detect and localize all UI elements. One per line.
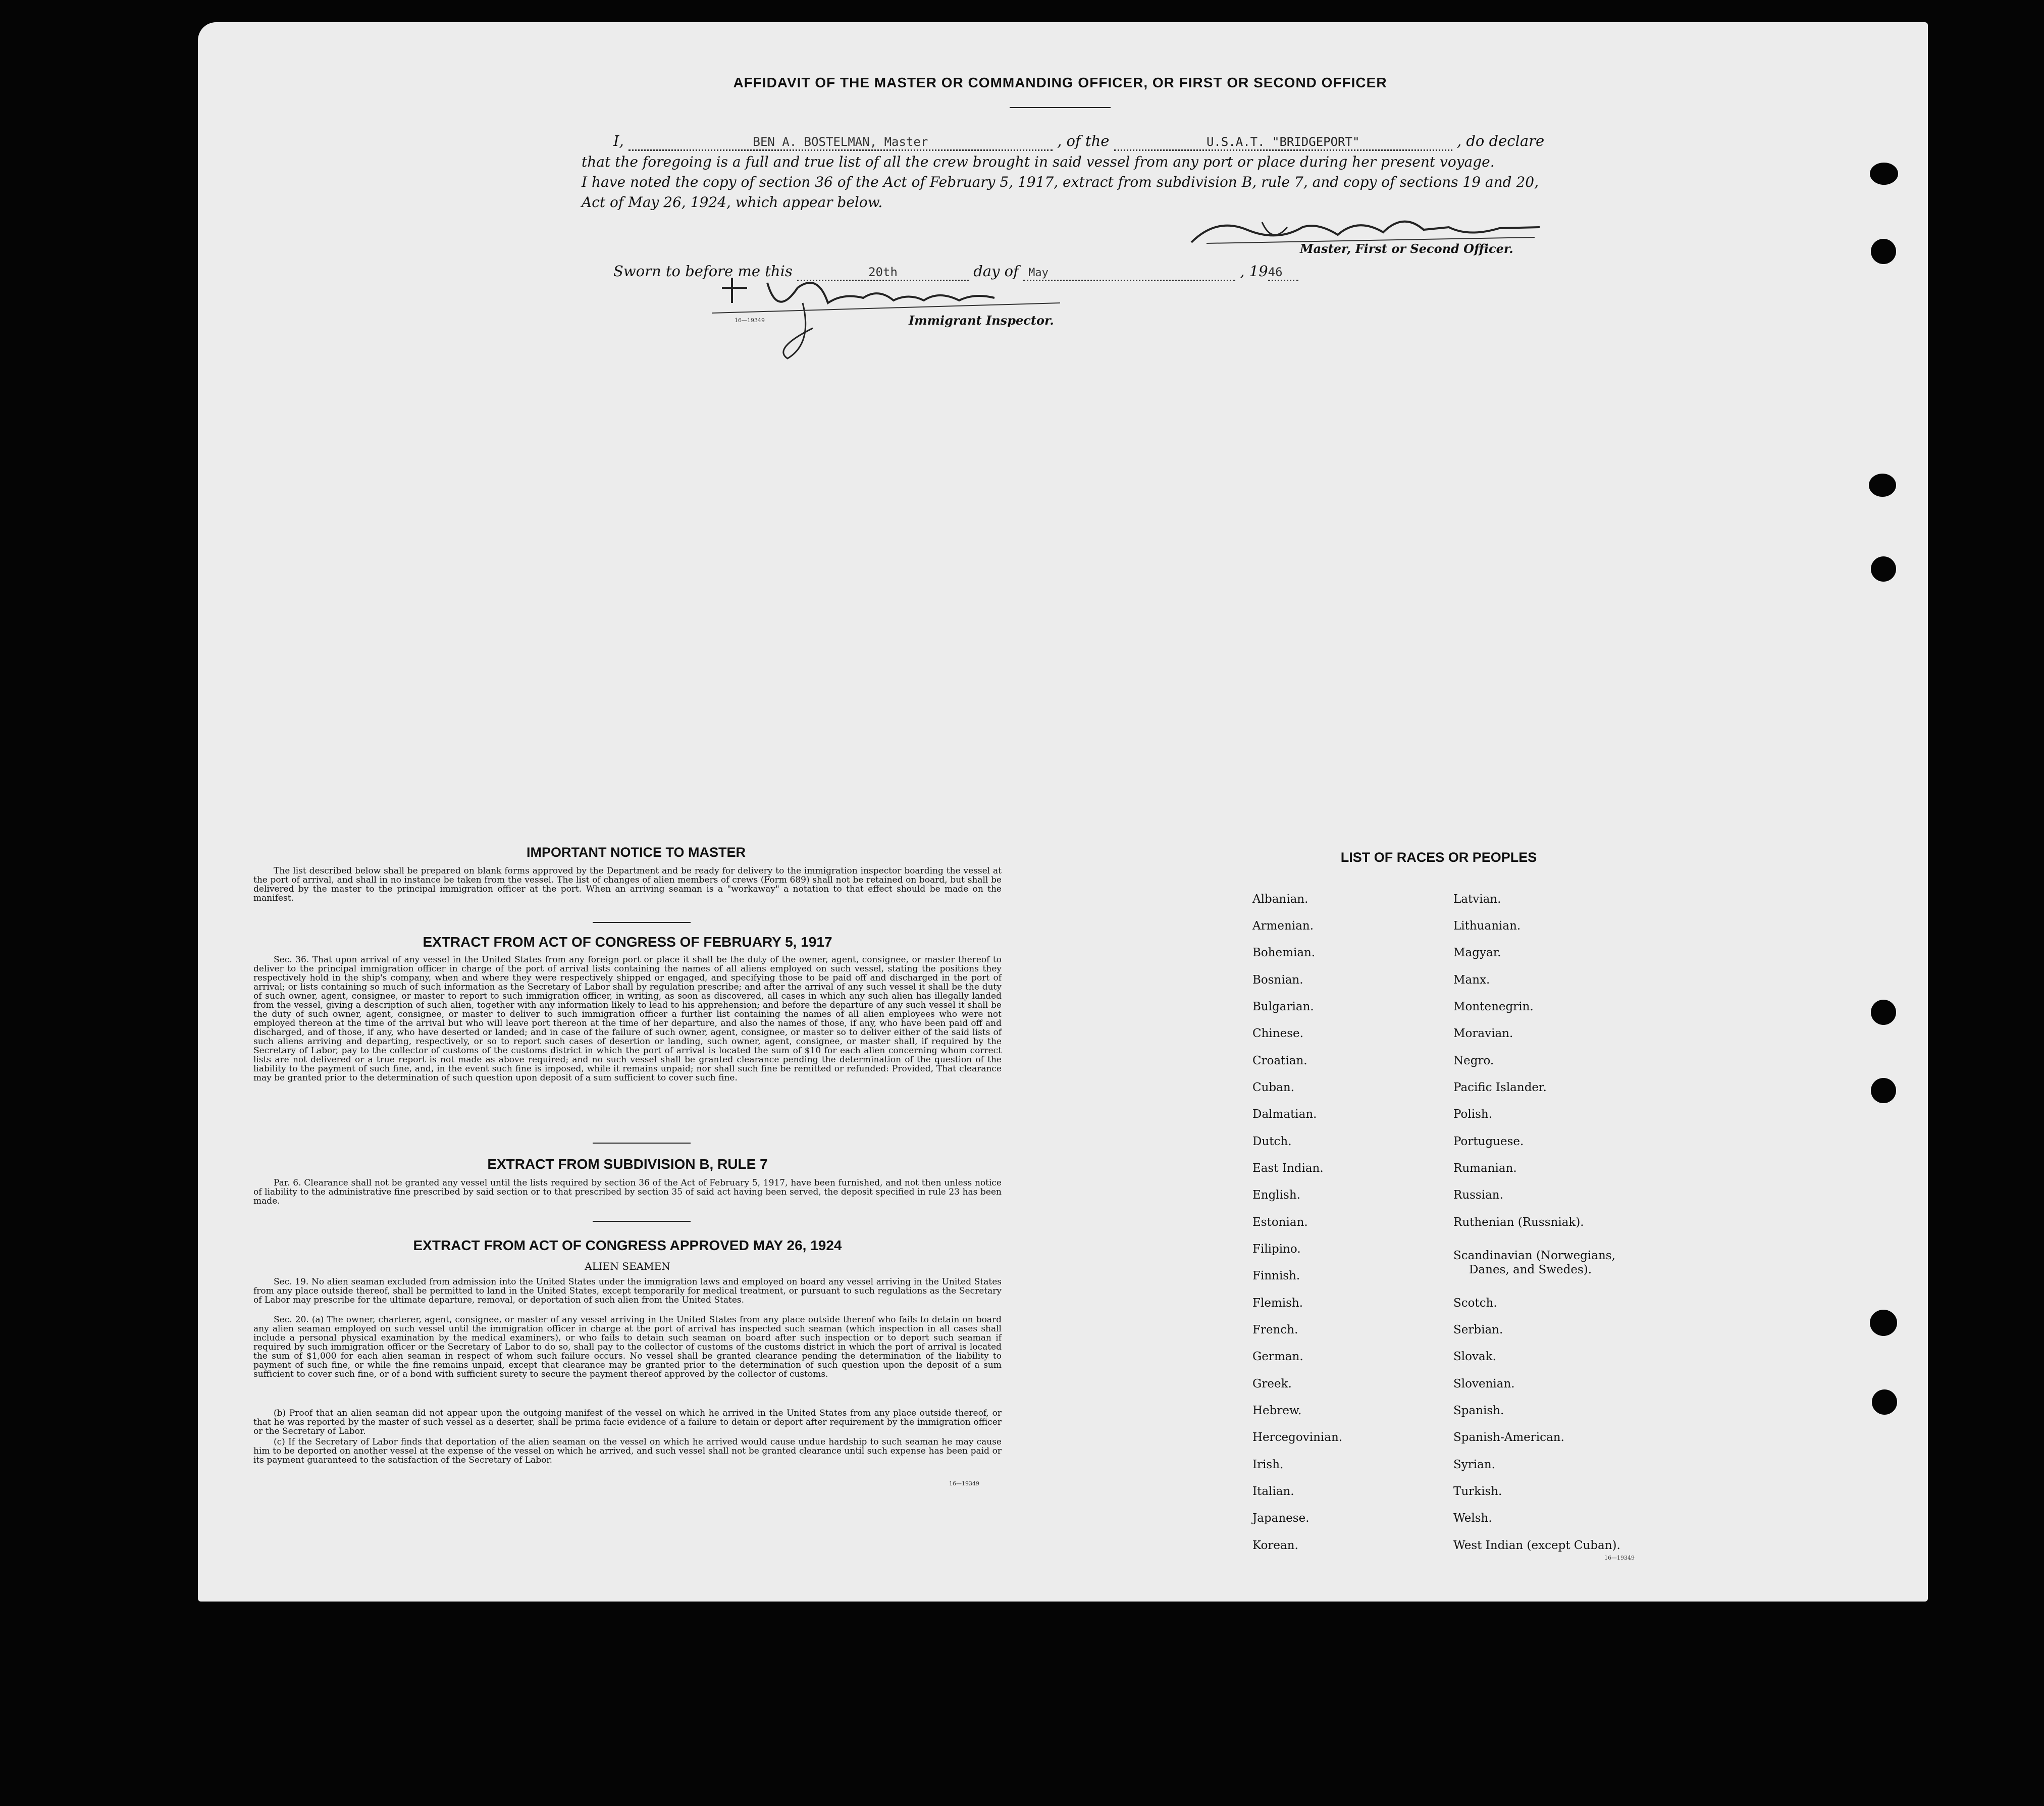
- punch-hole: [1869, 474, 1896, 497]
- race-item: Spanish-American.: [1453, 1431, 1564, 1444]
- race-item: Japanese.: [1252, 1512, 1309, 1525]
- race-item: Portuguese.: [1453, 1135, 1524, 1148]
- race-item: English.: [1252, 1189, 1300, 1202]
- notice-title: IMPORTANT NOTICE TO MASTER: [527, 845, 746, 860]
- inspector-form-number: 16—19349: [735, 317, 765, 324]
- race-item: Bosnian.: [1252, 973, 1303, 987]
- master-name-field: [628, 132, 1053, 151]
- extract-1924-sec20c: (c) If the Secretary of Labor finds that deportation of the alien seaman on the vessel on which he arrived would cause undue hardship to such seaman he may cause him to be deported on another vessel at the expense of the vessel on which he arrived, and such vessel shall not be granted clearance until such expense has been paid or its payment guaranteed to the satisfaction of the Secretary of Labor.: [253, 1437, 1002, 1465]
- race-item: Negro.: [1453, 1054, 1494, 1067]
- race-item: Hercegovinian.: [1252, 1431, 1343, 1444]
- race-item: Latvian.: [1453, 893, 1501, 906]
- extract-1924-sec19: Sec. 19. No alien seaman excluded from admission into the United States under the immigration laws and employed on board any vessel arriving in the United States from any place outside thereof, shall be permitted to land in the United States, except temporarily for medical treatment, or pursuant to such regulations as the Secretary of Labor may prescribe for the ultimate departure, removal, or deportation of such alien from the United States.: [253, 1277, 1002, 1305]
- race-item: Hebrew.: [1252, 1404, 1302, 1417]
- race-item: Flemish.: [1252, 1297, 1303, 1310]
- race-item: Polish.: [1453, 1108, 1493, 1121]
- punch-hole: [1871, 1078, 1896, 1103]
- race-item: Filipino.: [1252, 1243, 1301, 1256]
- punch-hole: [1871, 239, 1896, 264]
- race-item: French.: [1252, 1323, 1298, 1336]
- race-item: Chinese.: [1252, 1027, 1303, 1040]
- notice-text: The list described below shall be prepared on blank forms approved by the Department and be ready for delivery to the immigration inspector boarding the vessel at the port of arrival, and shall in no instance be taken from the vessel. The list of changes of alien members of crews (Form 689) shall not be retained on board, but shall be delivered by the master to the principal immigration officer at the port. When an arriving seaman is a "workaway" a notation to that effect should be made on the manifest.: [253, 866, 1002, 903]
- do-declare-label: , do declare: [1456, 132, 1545, 149]
- races-form-number: 16—19349: [1604, 1555, 1635, 1561]
- rule7-text: Par. 6. Clearance shall not be granted any vessel until the lists required by section 36 of the Act of February 5, 1917, have been furnished, and not then unless notice of liability to the administrative fine prescribed by said section or to that prescribed by section 35 of said act having been served, the deposit specified in rule 23 has been made.: [253, 1178, 1002, 1206]
- rule7-divider: [593, 1221, 691, 1222]
- race-item: Croatian.: [1252, 1054, 1307, 1067]
- master-name-value: BEN A. BOSTELMAN, Master: [753, 135, 928, 149]
- of-the-label: , of the: [1057, 132, 1110, 149]
- extract-1924-title: EXTRACT FROM ACT OF CONGRESS APPROVED MAY 26, 1924: [413, 1237, 842, 1253]
- race-item: Syrian.: [1453, 1458, 1495, 1471]
- affidavit-line-4: Act of May 26, 1924, which appear below.: [582, 194, 883, 211]
- races-title: LIST OF RACES OR PEOPLES: [1340, 850, 1537, 865]
- punch-hole: [1870, 1310, 1897, 1336]
- i-label: I,: [613, 132, 624, 149]
- race-item: Moravian.: [1453, 1027, 1513, 1040]
- race-item: Dalmatian.: [1252, 1108, 1317, 1121]
- race-item: Finnish.: [1252, 1269, 1300, 1282]
- race-item: Scotch.: [1453, 1297, 1497, 1310]
- title-divider: [1010, 107, 1111, 108]
- race-item: German.: [1252, 1350, 1303, 1363]
- master-signature-caption: Master, First or Second Officer.: [1300, 241, 1513, 256]
- race-item: Armenian.: [1252, 919, 1314, 933]
- sworn-label: Sworn to before me this: [613, 263, 793, 280]
- race-item: Welsh.: [1453, 1512, 1492, 1525]
- race-item: Rumanian.: [1453, 1162, 1517, 1175]
- year-field: [1268, 263, 1298, 281]
- affidavit-line-1: [613, 132, 1573, 151]
- race-item: Korean.: [1252, 1539, 1298, 1552]
- race-item: Greek.: [1252, 1377, 1292, 1390]
- race-item: Bohemian.: [1252, 946, 1316, 959]
- extract-1924-subtitle: ALIEN SEAMEN: [585, 1260, 670, 1272]
- month-value: May: [1028, 267, 1049, 279]
- race-item: Manx.: [1453, 973, 1490, 987]
- race-item: Magyar.: [1453, 946, 1501, 959]
- punch-hole: [1871, 556, 1896, 582]
- race-item: Slovenian.: [1453, 1377, 1515, 1390]
- year-prefix: , 19: [1240, 263, 1268, 280]
- punch-hole: [1872, 1389, 1897, 1415]
- notice-divider: [593, 922, 691, 923]
- race-item: Slovak.: [1453, 1350, 1496, 1363]
- extract-1917-text: Sec. 36. That upon arrival of any vessel in the United States from any foreign port or place it shall be the duty of the owner, agent, consignee, or master thereof to deliver to the principal immigration officer in charge of the port of arrival lists containing the names of all aliens employed on such vessel, stating the positions they respectively hold in the ship's company, when and where they were respectively shipped or engaged, and specifying those to be paid off and discharged in the port of arrival; or lists containing so much of such information as the Secretary of Labor shall by regulation prescribe; and after the arrival of any such vessel it shall be the duty of such owner, agent, consignee, or master to report to such immigration officer, in writing, as soon as discovered, all cases in which any such alien has illegally landed from the vessel, giving a description of such alien, together with any information likely to lead to his apprehension; and before the departure of any such vessel it shall be the duty of such owner, agent, consignee, or master to deliver to such immigration officer a further list containing the names of all alien employees who were not employed thereon at the time of the arrival but who will leave port thereon at the time of her departure, and also the names of those, if any, who have been paid off and discharged, and of those, if any, who have deserted or landed; and in case of the failure of such owner, agent, consignee, or master so to deliver either of the said lists of such aliens arriving and departing, respectively, or so to report such cases of desertion or landing, such owner, agent, consignee, or master shall, if required by the Secretary of Labor, pay to the collector of customs of the customs district in which the port of arrival is located the sum of $10 for each alien concerning whom correct lists are not delivered or a true report is not made as above required; and no such vessel shall be granted clearance pending the determination of the question of the liability to the payment of such fine, and, in the event such fine is imposed, while it remains unpaid; nor shall such fine be remitted or refunded: Provided, That clearance may be granted prior to the determination of such question upon deposit of a sum sufficient to cover such fine.: [253, 955, 1002, 1083]
- affidavit-line-2: that the foregoing is a full and true list of all the crew brought in said vessel from any port or place during her present voyage.: [582, 153, 1495, 170]
- extract-1917-divider: [593, 1143, 691, 1144]
- inspector-caption: Immigrant Inspector.: [909, 313, 1054, 328]
- race-item: Albanian.: [1252, 893, 1308, 906]
- race-item: Estonian.: [1252, 1216, 1308, 1229]
- extract-1924-sec20b: (b) Proof that an alien seaman did not appear upon the outgoing manifest of the vessel on which he arrived in the United States from any place outside thereof, or that he was reported by the master of such vessel as a deserter, shall be prima facie evidence of a failure to detain or deport after requirement by the immigration officer or the Secretary of Labor.: [253, 1408, 1002, 1436]
- race-item: Turkish.: [1453, 1485, 1502, 1498]
- extract-1924-sec20a: Sec. 20. (a) The owner, charterer, agent, consignee, or master of any vessel arriving in the United States from any place outside thereof who fails to detain on board any alien seaman employed on such vessel until the immigration officer in charge at the port of arrival has inspected such seaman (which inspection in all cases shall include a personal physical examination by the medical examiners), or who fails to detain such seaman on board after such inspection or to deport such seaman if required by such immigration officer or the Secretary of Labor to do so, shall pay to the collector of customs of the customs district in which the port of arrival is located the sum of $1,000 for each alien seaman in respect of whom such failure occurs. No vessel shall be granted clearance pending the determination of the liability to payment of such fine, or while the fine remains unpaid, except that clearance may be granted prior to the determination of such question upon the deposit of a sum sufficient to cover such fine, or of a bond with sufficient surety to secure the payment thereof approved by the collector of customs.: [253, 1315, 1002, 1379]
- race-item: Scandinavian (Norwegians,: [1453, 1249, 1615, 1262]
- punch-hole: [1871, 1000, 1896, 1025]
- rule7-title: EXTRACT FROM SUBDIVISION B, RULE 7: [487, 1156, 768, 1172]
- year-value: 46: [1268, 265, 1283, 279]
- race-item: Bulgarian.: [1252, 1000, 1314, 1013]
- punch-hole: [1870, 163, 1898, 185]
- race-item: Lithuanian.: [1453, 919, 1521, 933]
- race-item: Ruthenian (Russniak).: [1453, 1216, 1584, 1229]
- vessel-name-value: U.S.A.T. "BRIDGEPORT": [1206, 135, 1360, 149]
- extract-form-number: 16—19349: [949, 1480, 979, 1487]
- affidavit-title: AFFIDAVIT OF THE MASTER OR COMMANDING OFFICER, OR FIRST OR SECOND OFFICER: [733, 75, 1387, 90]
- race-item: Russian.: [1453, 1189, 1503, 1202]
- race-item: Serbian.: [1453, 1323, 1503, 1336]
- race-item: Cuban.: [1252, 1081, 1294, 1094]
- race-item: Danes, and Swedes).: [1469, 1263, 1592, 1276]
- race-item: West Indian (except Cuban).: [1453, 1539, 1620, 1552]
- race-item: Dutch.: [1252, 1135, 1292, 1148]
- race-item: Montenegrin.: [1453, 1000, 1534, 1013]
- race-item: Pacific Islander.: [1453, 1081, 1547, 1094]
- race-item: Italian.: [1252, 1485, 1294, 1498]
- affidavit-line-3: I have noted the copy of section 36 of the Act of February 5, 1917, extract from subdivision B, rule 7, and copy of sections 19 and 20,: [582, 174, 1539, 190]
- race-item: Spanish.: [1453, 1404, 1504, 1417]
- race-item: Irish.: [1252, 1458, 1284, 1471]
- day-value: 20th: [868, 265, 898, 279]
- vessel-field: [1114, 132, 1452, 151]
- extract-1917-title: EXTRACT FROM ACT OF CONGRESS OF FEBRUARY 5, 1917: [423, 934, 832, 950]
- race-item: East Indian.: [1252, 1162, 1324, 1175]
- day-of-label: day of: [973, 263, 1019, 280]
